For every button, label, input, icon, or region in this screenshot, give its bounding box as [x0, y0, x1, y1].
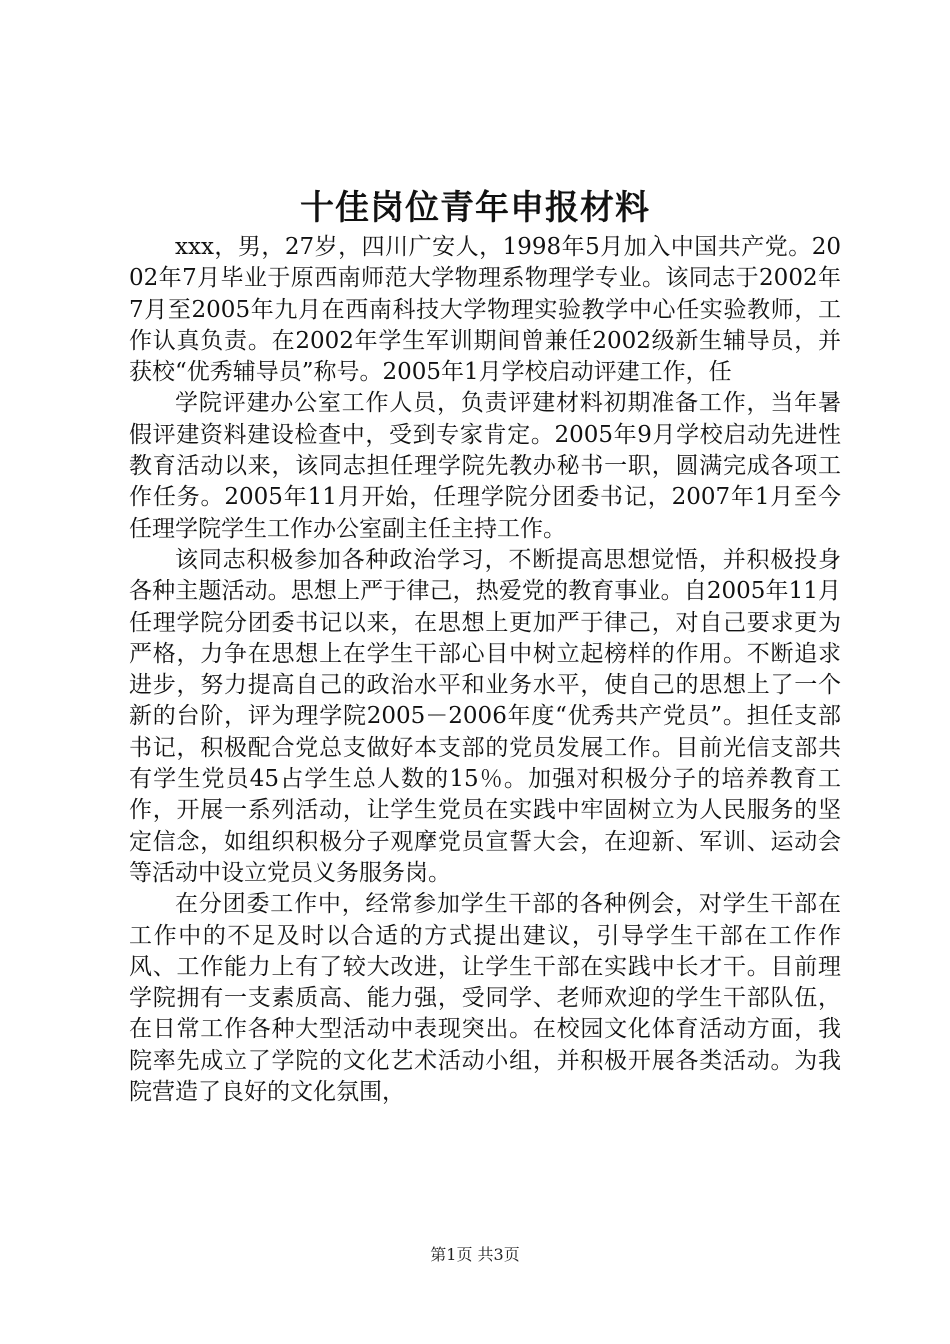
paragraph-4: 在分团委工作中，经常参加学生干部的各种例会，对学生干部在工作中的不足及时以合适的方式提出建议，引导学生干部在工作作风、工作能力上有了较大改进，让学生干部在实践中长才干。目前理学院拥有一支素质高、能力强，受同学、老师欢迎的学生干部队伍，在日常工作各种大型活动中表现突出。在校园文化体育活动方面，我院率先成立了学院的文化艺术活动小组，并积极开展各类活动。为我院营造了良好的文化氛围， — [129, 891, 841, 1106]
paragraph-3: 该同志积极参加各种政治学习，不断提高思想觉悟，并积极投身各种主题活动。思想上严于律己，热爱党的教育事业。自2005年11月任理学院分团委书记以来，在思想上更加严于律己，对自己要求更为严格，力争在思想上在学生干部心目中树立起榜样的作用。不断追求进步，努力提高自己的政治水平和业务水平，使自己的思想上了一个新的台阶，评为理学院2005－2006年度“优秀共产党员”。担任支部书记，积极配合党总支做好本支部的党员发展工作。目前光信支部共有学生党员45占学生总人数的15％。加强对积极分子的培养教育工作，开展一系列活动，让学生党员在实践中牢固树立为人民服务的坚定信念，如组织积极分子观摩党员宣誓大会，在迎新、军训、运动会等活动中设立党员义务服务岗。 — [129, 546, 841, 886]
paragraph-2: 学院评建办公室工作人员，负责评建材料初期准备工作，当年暑假评建资料建设检查中，受到专家肯定。2005年9月学校启动先进性教育活动以来，该同志担任理学院先教办秘书一职，圆满完成各项工作任务。2005年11月开始，任理学院分团委书记，2007年1月至今任理学院学生工作办公室副主任主持工作。 — [129, 390, 841, 542]
paragraph-1: xxx，男，27岁，四川广安人，1998年5月加入中国共产党。2002年7月毕业于原西南师范大学物理系物理学专业。该同志于2002年7月至2005年九月在西南科技大学物理实验教学中心任实验教师，工作认真负责。在2002年学生军训期间曾兼任2002级新生辅导员，并获校“优秀辅导员”称号。2005年1月学校启动评建工作，任 — [129, 234, 841, 386]
page-number-footer: 第1页 共3页 — [430, 1245, 520, 1264]
document-title: 十佳岗位青年申报材料 — [300, 188, 650, 228]
document-body — [129, 232, 841, 1108]
